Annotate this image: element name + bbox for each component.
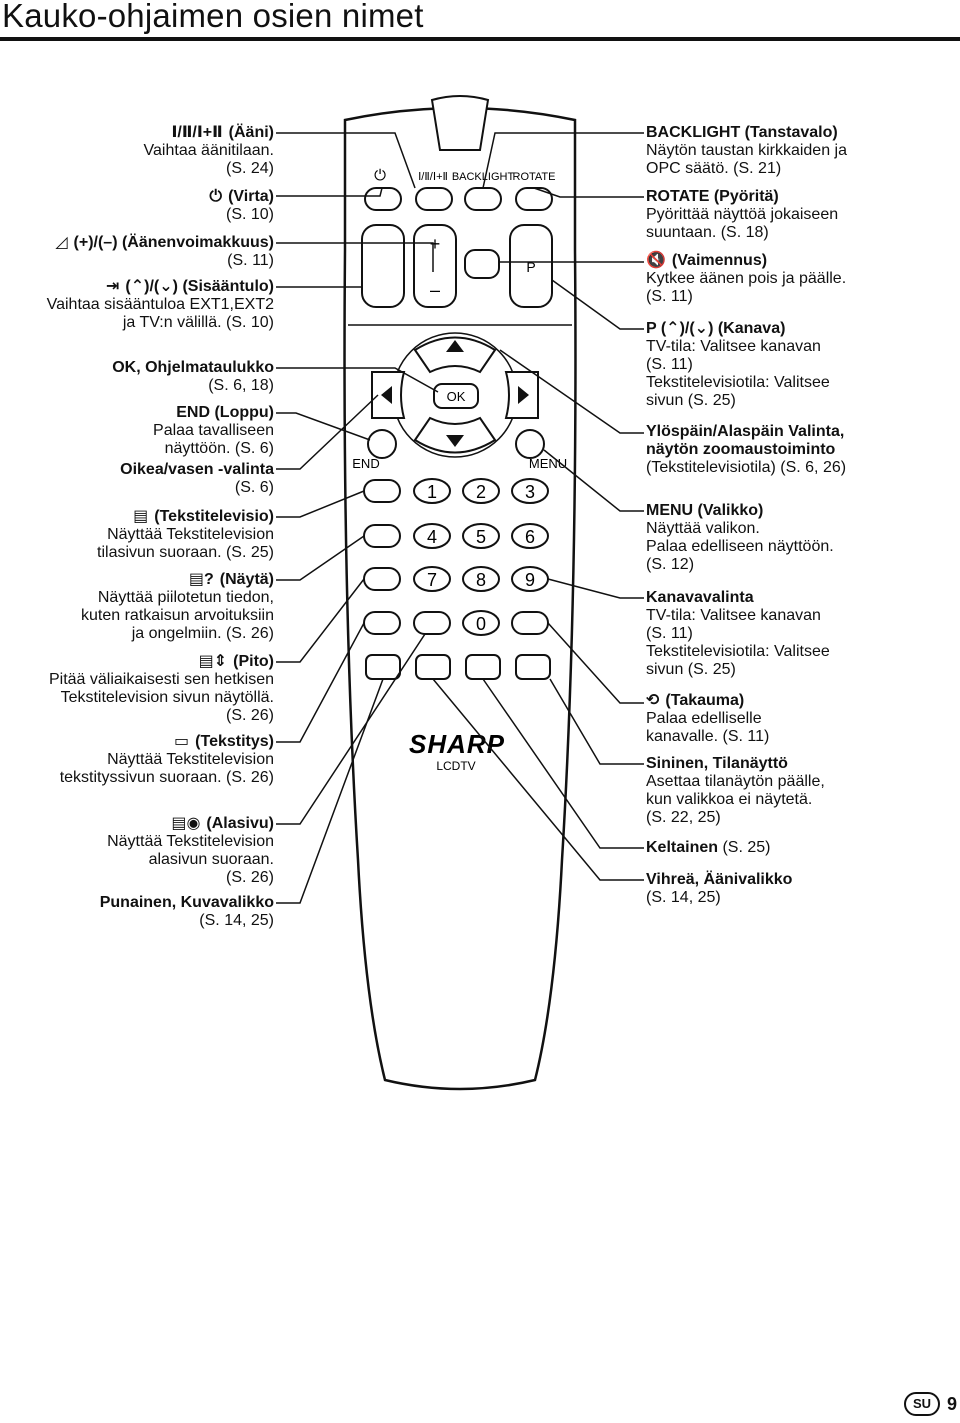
digit-1-label: 1 bbox=[426, 482, 438, 502]
callout-mute bbox=[646, 252, 846, 306]
callout-teletext-desc: Näyttää Tekstitelevision tilasivun suoraan. (S. 25) bbox=[97, 526, 274, 561]
callout-yellow bbox=[646, 839, 770, 857]
subtitle-button[interactable] bbox=[364, 612, 400, 634]
hold-button[interactable] bbox=[364, 568, 400, 590]
menu-button[interactable] bbox=[516, 430, 544, 458]
vol-minus-label: – bbox=[429, 280, 441, 300]
callout-menu-desc: Näyttää valikon. Palaa edelliseen näyttöön. (S. 12) bbox=[646, 520, 834, 573]
callout-end-label: END (Loppu) bbox=[176, 404, 274, 421]
callout-subpage bbox=[107, 815, 274, 887]
red-button[interactable] bbox=[366, 655, 400, 679]
power-icon: ⏻ bbox=[209, 188, 223, 205]
subpage-button[interactable] bbox=[414, 612, 450, 634]
callout-yellow-desc: (S. 25) bbox=[722, 839, 771, 856]
callout-subpage-desc: Näyttää Tekstitelevision alasivun suoraan. (S. 26) bbox=[107, 833, 274, 886]
menu-label: MENU bbox=[528, 456, 568, 471]
callout-hold-label: (Pito) bbox=[233, 653, 274, 670]
flashback-button[interactable] bbox=[512, 612, 548, 634]
digit-9-label: 9 bbox=[524, 570, 536, 590]
callout-flashback bbox=[646, 692, 769, 746]
callout-mute-desc: Kytkee äänen pois ja päälle. (S. 11) bbox=[646, 270, 847, 305]
callout-channel-desc: TV-tila: Valitsee kanavan (S. 11) Tekstitelevisiotila: Valitsee sivun (S. 25) bbox=[646, 338, 830, 409]
callout-hold-desc: Pitää väliaikaisesti sen hetkisen Tekstitelevision sivun näytöllä. (S. 26) bbox=[48, 671, 274, 724]
page-number-value: 9 bbox=[947, 1393, 958, 1414]
digit-0-label: 0 bbox=[475, 614, 487, 634]
ir-window bbox=[432, 96, 488, 150]
callout-menu bbox=[646, 502, 834, 574]
callout-blue-desc: Asettaa tilanäytön päälle, kun valikkoa ei näytetä. (S. 22, 25) bbox=[646, 773, 825, 826]
callout-input-label: (⌃)/(⌄) (Sisääntulo) bbox=[125, 278, 274, 295]
callout-sound bbox=[144, 124, 274, 178]
callout-rotate-desc: Pyörittää näyttöä jokaiseen suuntaan. (S. 18) bbox=[646, 206, 839, 241]
callout-end-desc: Palaa tavalliseen näyttöön. (S. 6) bbox=[153, 422, 274, 457]
callout-teletext-label: (Tekstitelevisio) bbox=[154, 508, 274, 525]
callout-sound-label: (Ääni) bbox=[228, 124, 274, 141]
green-button[interactable] bbox=[416, 655, 450, 679]
mute-button[interactable] bbox=[465, 250, 499, 278]
digit-6-label: 6 bbox=[524, 527, 536, 547]
subpage-icon: ▤◉ bbox=[171, 815, 201, 832]
digit-8-label: 8 bbox=[475, 570, 487, 590]
callout-leftright-desc: (S. 6) bbox=[234, 479, 274, 496]
language-badge: SU bbox=[904, 1392, 940, 1416]
channel-p-label: P bbox=[526, 259, 536, 275]
callout-updown-label: Ylöspäin/Alaspäin Valinta, näytön zoomaustoiminto bbox=[646, 423, 845, 458]
callout-leftright bbox=[120, 461, 274, 497]
callout-red-label: Punainen, Kuvavalikko bbox=[99, 894, 274, 911]
callout-reveal-desc: Näyttää piilotetun tiedon, kuten ratkaisun arvoituksiin ja ongelmiin. (S. 26) bbox=[81, 589, 274, 642]
subtitle-icon: ▭ bbox=[174, 733, 190, 750]
reveal-button[interactable] bbox=[364, 525, 400, 547]
callout-updown bbox=[646, 423, 846, 477]
callout-volume-desc: (S. 11) bbox=[227, 252, 274, 269]
callout-volume-label: (+)/(–) (Äänenvoimakkuus) bbox=[73, 234, 274, 251]
callout-backlight bbox=[646, 124, 847, 178]
sound-button[interactable] bbox=[416, 188, 452, 210]
callout-reveal bbox=[81, 571, 274, 643]
blue-button[interactable] bbox=[516, 655, 550, 679]
rotate-label: ROTATE bbox=[512, 171, 556, 183]
callout-leftright-label: Oikea/vasen -valinta bbox=[120, 461, 274, 478]
yellow-button[interactable] bbox=[466, 655, 500, 679]
callout-blue-label: Sininen, Tilanäyttö bbox=[646, 755, 788, 772]
teletext-button[interactable] bbox=[364, 480, 400, 502]
callout-channel-label: P (⌃)/(⌄) (Kanava) bbox=[646, 320, 786, 337]
digit-2-label: 2 bbox=[475, 482, 487, 502]
callout-subtitle bbox=[60, 733, 274, 787]
power-label: ⏻ bbox=[374, 167, 386, 184]
callout-input bbox=[47, 278, 274, 332]
reveal-icon: ▤? bbox=[188, 571, 214, 588]
callout-subtitle-desc: Näyttää Tekstitelevision tekstityssivun suoraan. (S. 26) bbox=[59, 751, 274, 786]
callout-power-desc: (S. 10) bbox=[225, 206, 274, 223]
callout-subpage-label: (Alasivu) bbox=[206, 815, 274, 832]
callout-hold bbox=[49, 653, 274, 725]
callout-green-label: Vihreä, Äänivalikko bbox=[646, 871, 793, 888]
digit-7-label: 7 bbox=[426, 570, 438, 590]
callout-green bbox=[646, 871, 792, 907]
mute-icon: 🔇 bbox=[646, 252, 666, 269]
end-label: END bbox=[352, 456, 380, 471]
backlight-label: BACKLIGHT bbox=[451, 171, 515, 183]
callout-blue bbox=[646, 755, 825, 827]
digit-4-label: 4 bbox=[426, 527, 438, 547]
callout-digits-label: Kanavavalinta bbox=[646, 589, 754, 606]
callout-teletext bbox=[97, 508, 274, 562]
callout-power bbox=[209, 188, 274, 224]
callout-rotate-label: ROTATE (Pyöritä) bbox=[646, 188, 779, 205]
flashback-icon: ⟲ bbox=[646, 692, 660, 709]
callout-menu-label: MENU (Valikko) bbox=[646, 502, 764, 519]
input-icon: ⇥ bbox=[106, 278, 120, 295]
end-button[interactable] bbox=[368, 430, 396, 458]
callout-digits bbox=[646, 589, 830, 679]
callout-ok-desc: (S. 6, 18) bbox=[208, 377, 274, 394]
hold-icon: ▤⇕ bbox=[198, 653, 228, 670]
callout-mute-label: (Vaimennus) bbox=[671, 252, 768, 269]
rotate-button[interactable] bbox=[516, 188, 552, 210]
callout-red-desc: (S. 14, 25) bbox=[199, 912, 274, 929]
sound-label: Ⅰ/Ⅱ/Ⅰ+Ⅱ bbox=[418, 171, 448, 183]
power-button[interactable] bbox=[365, 188, 401, 210]
backlight-button[interactable] bbox=[465, 188, 501, 210]
callout-ok bbox=[112, 359, 274, 395]
brand-logo: SHARP bbox=[408, 729, 506, 759]
callout-red bbox=[100, 894, 274, 930]
callout-backlight-desc: Näytön taustan kirkkaiden ja OPC säätö. (S. 21) bbox=[646, 142, 847, 177]
callout-end bbox=[153, 404, 274, 458]
callout-volume bbox=[55, 234, 274, 270]
input-rocker[interactable] bbox=[362, 225, 404, 307]
volume-icon: ◿ bbox=[55, 234, 68, 251]
callout-power-label: (Virta) bbox=[228, 188, 274, 205]
callout-backlight-label: BACKLIGHT (Tanstavalo) bbox=[646, 124, 838, 141]
callout-flashback-label: (Takauma) bbox=[665, 692, 745, 709]
callout-digits-desc: TV-tila: Valitsee kanavan (S. 11) Tekstitelevisiotila: Valitsee sivun (S. 25) bbox=[646, 607, 830, 678]
callout-flashback-desc: Palaa edelliselle kanavalle. (S. 11) bbox=[646, 710, 770, 745]
callout-updown-desc: (Tekstitelevisiotila) (S. 6, 26) bbox=[646, 459, 847, 476]
sound-mode-icon: Ⅰ/Ⅱ/Ⅰ+Ⅱ bbox=[171, 124, 223, 141]
callout-channel bbox=[646, 320, 830, 410]
teletext-icon: ▤ bbox=[133, 508, 149, 525]
callout-input-desc: Vaihtaa sisääntuloa EXT1,EXT2 ja TV:n välillä. (S. 10) bbox=[46, 296, 274, 331]
model-label: LCDTV bbox=[436, 759, 476, 773]
callout-green-desc: (S. 14, 25) bbox=[646, 889, 721, 906]
callout-yellow-label: Keltainen bbox=[646, 839, 719, 856]
callout-subtitle-label: (Tekstitys) bbox=[195, 733, 274, 750]
page-number bbox=[904, 1392, 957, 1416]
digit-5-label: 5 bbox=[475, 527, 487, 547]
page-title: Kauko-ohjaimen osien nimet bbox=[2, 0, 424, 34]
callout-sound-desc: Vaihtaa äänitilaan. (S. 24) bbox=[143, 142, 274, 177]
callout-reveal-label: (Näytä) bbox=[219, 571, 274, 588]
callout-rotate bbox=[646, 188, 838, 242]
ok-label: OK bbox=[446, 389, 466, 404]
callout-ok-label: OK, Ohjelmataulukko bbox=[112, 359, 274, 376]
vol-plus-label: + bbox=[429, 234, 441, 254]
digit-3-label: 3 bbox=[524, 482, 536, 502]
